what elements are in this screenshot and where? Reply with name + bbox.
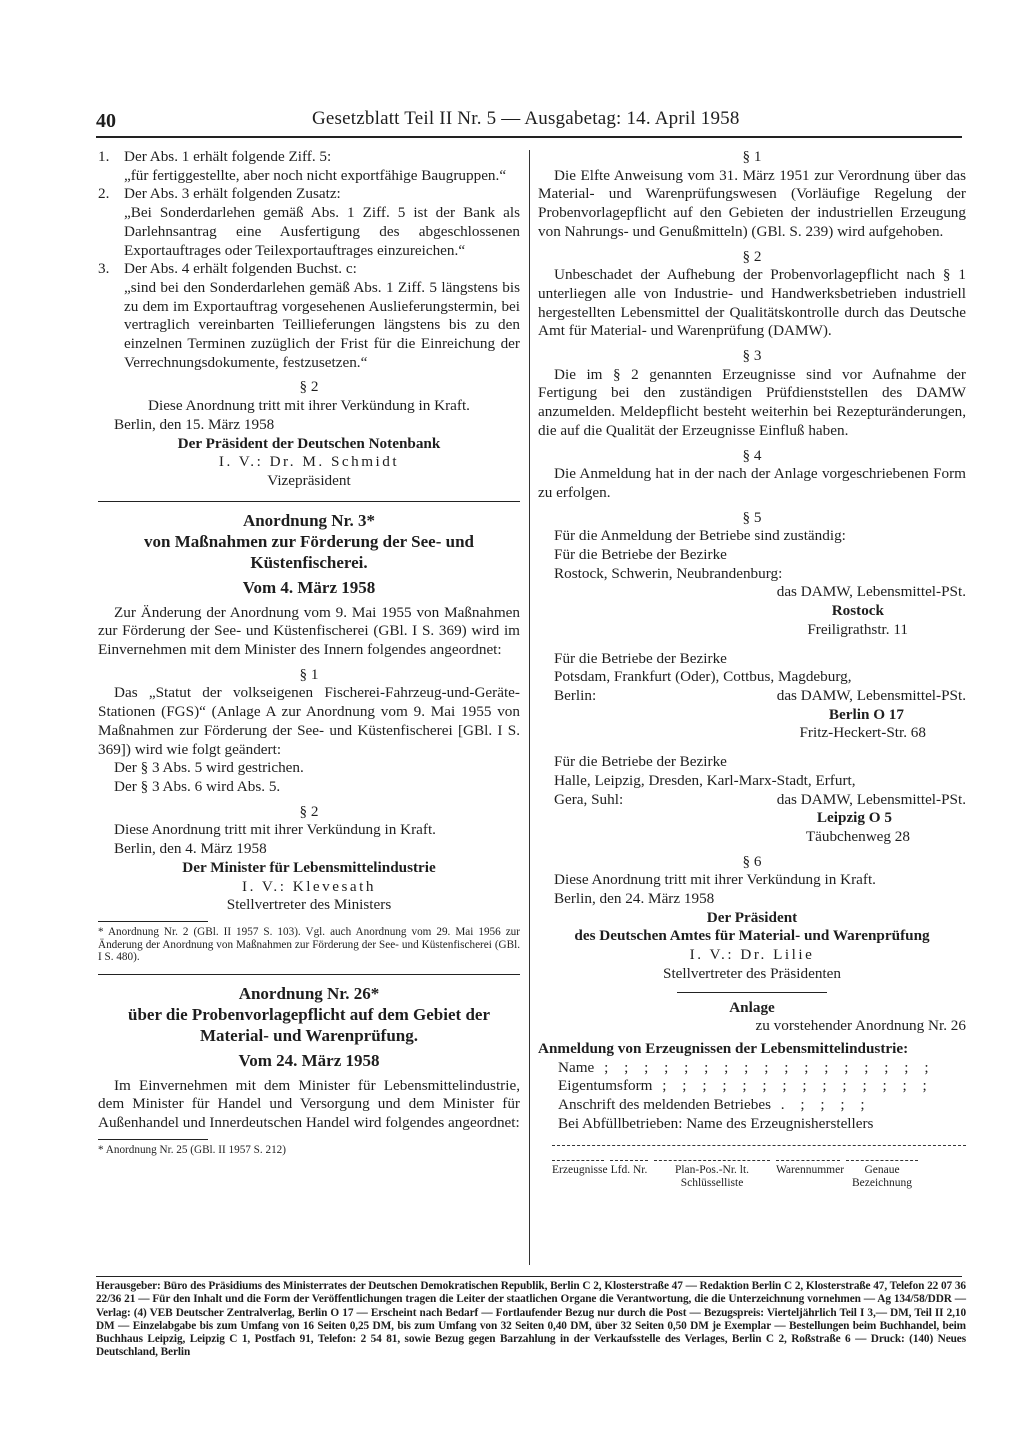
list-item: „für fertiggestellte, aber noch nicht exportfähige Baugruppen.“ xyxy=(124,166,507,184)
left-column xyxy=(98,148,520,1156)
ordinance-subtitle: über die Probenvorlagepflicht auf dem Gebiet der Material- und Warenprüfung. xyxy=(127,1004,490,1045)
publisher-imprint: Herausgeber: Büro des Präsidiums des Ministerrates der Deutschen Demokratischen Republik, Berlin C 2, Klosterstraße 47 — Redaktion Berlin C 2, Klosterstraße 47, Telefon 22 07 36 22/36 21 — Für den Inhalt und die Form der Veröffentlichungen tragen die Leiter der staatlichen Organe die Verantwortung, die die Unterzeichnung vornehmen — Ag 134/58/DDR — Verlag: (4) VEB Deutscher Zentralverlag, Berlin O 17 — Erscheint nach Bedarf — Fortlaufender Bezug nur durch die Post — Bezugspreis: Vierteljährlich Teil I 3,— DM, Teil II 2,10 DM — Einzelabgabe bis zum Umfang von 16 Seiten 0,25 DM, bis zum Umfang von 32 Seiten 0,40 DM, über 32 Seiten 0,50 DM je Exemplar — Bestellungen beim Buchhandel, beim Buchhaus Leipzig, Leipzig C 1, Postfach 91, Telefon: 2 54 81, sowie Bezug gegen Barzahlung in der Verkaufsstelle des Verlages, Berlin C 2, Roßstraße 6 — Druck: (140) Neues Deutschland, Berlin xyxy=(96,1280,966,1359)
signatory-org: des Deutschen Amtes für Material- und Warenprüfung xyxy=(574,927,930,945)
signatory-org: Der Präsident xyxy=(706,908,798,926)
right-column xyxy=(538,148,966,1189)
paragraph-sign: § 2 xyxy=(742,247,762,265)
paragraph-sign: § 1 xyxy=(742,148,762,165)
paragraph-sign: § 1 xyxy=(299,665,319,683)
signature: I. V.: Dr. Lilie xyxy=(689,946,815,964)
district-group-head: Für die Betriebe der Bezirke xyxy=(554,649,727,667)
office-city: Berlin O 17 xyxy=(828,705,904,723)
ordinance-title: Anordnung Nr. 3* xyxy=(242,510,376,530)
place-date: Berlin, den 24. März 1958 xyxy=(554,890,715,908)
paragraph-text: Die im § 2 genannten Erzeugnisse sind vor Aufnahme der Fertigung bei den zuständigen Prüfdienststellen des DAMW anzumelden. Meldepflicht besteht weiterhin bei Rezepturänderungen, die auf die Qualität der Erzeugnisse Einfluß haben. xyxy=(538,365,966,439)
office-name: das DAMW, Lebensmittel-PSt. xyxy=(776,583,966,601)
office-street: Fritz-Heckert-Str. 68 xyxy=(799,724,926,742)
district-office-row: Berlin: das DAMW, Lebensmittel-PSt. xyxy=(554,686,966,704)
paragraph-text: Unbeschadet der Aufhebung der Probenvorlagepflicht nach § 1 unterliegen alle von Industrie- und Handwerksbetrieben industriell hergestellten Lebensmittel der Qualitätskontrolle durch das Deutsche Amt für Material- und Warenprüfung (DAMW). xyxy=(538,266,966,340)
paragraph-sign: § 4 xyxy=(742,446,762,464)
list-item: „Bei Sonderdarlehen gemäß Abs. 1 Ziff. 5 ist der Bank als Darlehnsantrag eine Ausfertigung des abgeschlossenen Exportauftrages oder Teilexportauftrages einzureichen.“ xyxy=(124,204,520,259)
paragraph-sign: § 3 xyxy=(742,347,762,365)
footnote-rule xyxy=(98,921,208,922)
signature: I. V.: Klevesath xyxy=(242,877,376,895)
paragraph-text: Diese Anordnung tritt mit ihrer Verkündung in Kraft. xyxy=(114,821,436,839)
annex-table-header xyxy=(538,1160,966,1189)
office-city: Rostock xyxy=(831,602,884,620)
ordinance-intro: Im Einvernehmen mit dem Minister für Lebensmittelindustrie, dem Minister für Handel und Versorgung und dem Minister für Außenhandel und Innerdeutschen Handel wird folgendes angeordnet: xyxy=(98,1076,520,1132)
list-item: „sind bei den Sonderdarlehen gemäß Abs. 1 Ziff. 5 längstens bis zu dem im Exportauftrag vorgesehenen Auslieferungstermin, bei vertraglich vereinbarten Teillieferungen längstens bis zu den einzelnen Terminen zuzüglich der Frist für die Einreichung der Verrechnungsdokumente, festzusetzen.“ xyxy=(124,278,520,371)
district-group-head: Für die Betriebe der Bezirke xyxy=(554,546,727,564)
signatory-role: Vizepräsident xyxy=(267,471,351,489)
district-office-row: Gera, Suhl: das DAMW, Lebensmittel-PSt. xyxy=(554,790,966,808)
imprint-rule xyxy=(96,1276,962,1277)
list-item: 1. Der Abs. 1 erhält folgende Ziff. 5: xyxy=(98,148,332,165)
paragraph-sign: § 6 xyxy=(742,852,762,870)
form-field-name: Name ; ; ; ; ; ; ; ; ; ; ; ; ; ; ; ; ; xyxy=(558,1058,935,1076)
paragraph-text: Diese Anordnung tritt mit ihrer Verkündung in Kraft. xyxy=(554,871,876,889)
paragraph-line: Der § 3 Abs. 5 wird gestrichen. xyxy=(114,759,304,777)
list-item: 2. Der Abs. 3 erhält folgenden Zusatz: xyxy=(98,185,341,203)
table-header-cell: Plan-Pos.-Nr. lt. Schlüsselliste xyxy=(654,1160,770,1189)
place-date: Berlin, den 15. März 1958 xyxy=(114,415,275,433)
ordinance-intro: Zur Änderung der Anordnung vom 9. Mai 1955 von Maßnahmen zur Förderung der See- und Küstenfischerei (GBl. I S. 369) wird im Einvernehmen mit dem Minister des Innern folgendes angeordnet: xyxy=(98,603,520,659)
paragraph-sign: § 2 xyxy=(299,802,319,820)
office-street: Freiligrathstr. 11 xyxy=(807,620,908,638)
signature: I. V.: Dr. M. Schmidt xyxy=(218,453,400,471)
form-field-address: Anschrift des meldenden Betriebes . ; ; ; ; xyxy=(558,1096,871,1114)
signatory-org: Der Präsident der Deutschen Notenbank xyxy=(177,434,441,452)
office-street: Täubchenweg 28 xyxy=(805,827,910,845)
running-header: Gesetzblatt Teil II Nr. 5 — Ausgabetag: 14. April 1958 xyxy=(312,108,740,129)
footnote: * Anordnung Nr. 2 (GBl. II 1957 S. 103). Vgl. auch Anordnung vom 29. Mai 1956 zur Änderung der Anordnung von Maßnahmen zur Förderung der See- und Küstenfischerei (GBl. I S. 480). xyxy=(98,925,520,964)
column-divider xyxy=(529,150,530,1265)
section-rule xyxy=(677,992,827,993)
paragraph-sign: § 2 xyxy=(299,378,319,396)
ordinance-date: Vom 24. März 1958 xyxy=(238,1050,380,1070)
signatory-role: Stellvertreter des Ministers xyxy=(226,896,392,914)
signatory-org: Der Minister für Lebensmittelindustrie xyxy=(182,858,436,876)
office-city: Leipzig O 5 xyxy=(816,809,892,827)
place-date: Berlin, den 4. März 1958 xyxy=(114,840,267,858)
district-group-head: Für die Betriebe der Bezirke xyxy=(554,753,727,771)
header-rule xyxy=(96,136,962,138)
annex-subtitle: zu vorstehender Anordnung Nr. 26 xyxy=(755,1017,966,1035)
district-regions: Potsdam, Frankfurt (Oder), Cottbus, Magdeburg, xyxy=(554,668,852,686)
footnote: * Anordnung Nr. 25 (GBl. II 1957 S. 212) xyxy=(98,1143,287,1156)
page-number: 40 xyxy=(96,110,116,132)
table-header-cell: Lfd. Nr. xyxy=(610,1160,648,1189)
table-header-cell: Genaue Bezeichnung xyxy=(846,1160,918,1189)
section-rule xyxy=(98,501,520,502)
footnote-rule xyxy=(98,1139,208,1140)
signatory-role: Stellvertreter des Präsidenten xyxy=(663,964,841,982)
paragraph-line: Der § 3 Abs. 6 wird Abs. 5. xyxy=(114,777,281,795)
paragraph-text: Das „Statut der volkseigenen Fischerei-Fahrzeug-und-Geräte-Stationen (FGS)“ (Anlage A zur Anordnung vom 9. Mai 1955 von Maßnahmen zur Förderung der See- und Küstenfischerei [GBl. I S. 369]) wird wie folgt geändert: xyxy=(98,684,520,758)
list-item: 3. Der Abs. 4 erhält folgenden Buchst. c: xyxy=(98,260,357,278)
paragraph-sign: § 5 xyxy=(742,508,762,526)
ordinance-date: Vom 4. März 1958 xyxy=(242,577,376,597)
annex-title: Anlage xyxy=(729,998,775,1016)
ordinance-title: Anordnung Nr. 26* xyxy=(238,983,380,1003)
paragraph-text: Die Anmeldung hat in der nach der Anlage vorgeschriebenen Form zu erfolgen. xyxy=(538,465,966,501)
table-header-cell: Warennummer xyxy=(776,1160,840,1189)
form-field-manufacturer: Bei Abfüllbetrieben: Name des Erzeugnisherstellers xyxy=(558,1114,874,1132)
form-dotted-line xyxy=(552,1145,966,1146)
paragraph-text: Die Elfte Anweisung vom 31. März 1951 zur Verordnung über das Material- und Warenprüfungswesen (Vorläufige Regelung der Probenvorlagepflicht auf den Gebieten der industriellen Erzeugung von Nahrungs- und Genußmitteln) (GBl. S. 239) wird aufgehoben. xyxy=(538,166,966,240)
paragraph-text: Für die Anmeldung der Betriebe sind zuständig: xyxy=(554,527,846,545)
ordinance-subtitle: von Maßnahmen zur Förderung der See- und Küstenfischerei. xyxy=(144,531,474,572)
section-rule xyxy=(98,974,520,975)
paragraph-text: Diese Anordnung tritt mit ihrer Verkündung in Kraft. xyxy=(148,397,470,415)
table-header-cell: Erzeugnisse xyxy=(552,1160,604,1189)
district-regions: Halle, Leipzig, Dresden, Karl-Marx-Stadt, Erfurt, xyxy=(554,771,856,789)
annex-heading: Anmeldung von Erzeugnissen der Lebensmittelindustrie: xyxy=(538,1039,909,1057)
form-field-ownership: Eigentumsform ; ; ; ; ; ; ; ; ; ; ; ; ; ; xyxy=(558,1077,933,1095)
district-regions: Rostock, Schwerin, Neubrandenburg: xyxy=(554,564,783,582)
